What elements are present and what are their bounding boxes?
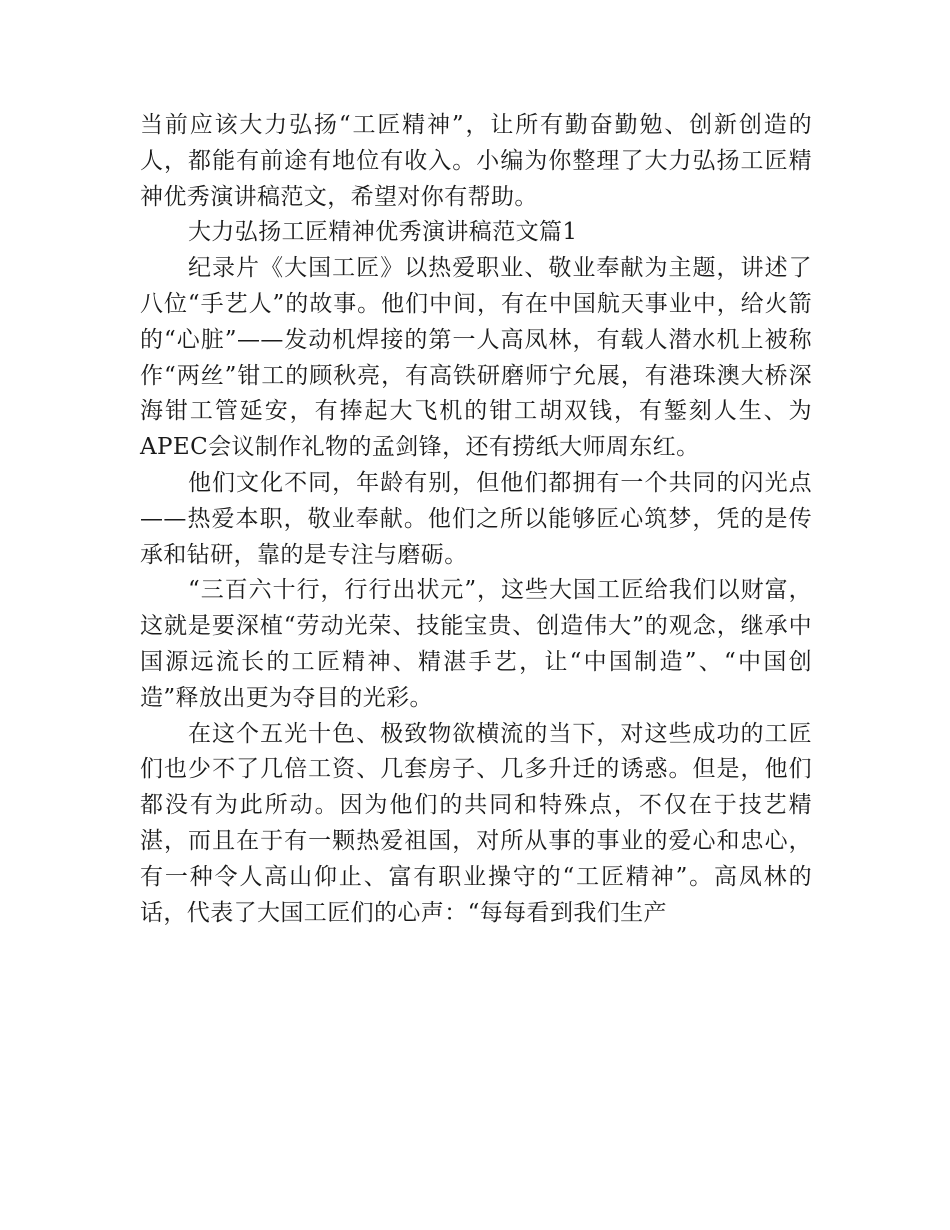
section-title: 大力弘扬工匠精神优秀演讲稿范文篇1 [188,219,578,246]
body-paragraph-4: 在这个五光十色、极致物欲横流的当下，对这些成功的工匠们也少不了几倍工资、几套房子、几多升迁的诱惑。但是，他们都没有为此所动。因为他们的共同和特殊点，不仅在于技艺精湛，而且在于有一颗热爱祖国，对所从事的事业的爱心和忠心，有一种令人高山仰止、富有职业操守的“工匠精神”。高凤林的话，代表了大国工匠们的心声：“每每看到我们生产 [140,720,812,926]
intro-paragraph: 当前应该大力弘扬“工匠精神”，让所有勤奋勤勉、创新创造的人，都能有前途有地位有收入。小编为你整理了大力弘扬工匠精神优秀演讲稿范文，希望对你有帮助。 [140,112,812,210]
body-paragraph-2: 他们文化不同，年龄有别，但他们都拥有一个共同的闪光点——热爱本职，敬业奉献。他们之所以能够匠心筑梦，凭的是传承和钻研，靠的是专注与磨砺。 [140,469,812,568]
document-page [140,108,812,931]
body-paragraph-3: “三百六十行，行行出状元”，这些大国工匠给我们以财富，这就是要深植“劳动光荣、技能宝贵、创造伟大”的观念，继承中国源远流长的工匠精神、精湛手艺，让“中国制造”、“中国创造”释放出更为夺目的光彩。 [140,577,812,711]
body-paragraph-1: 纪录片《大国工匠》以热爱职业、敬业奉献为主题，讲述了八位“手艺人”的故事。他们中间，有在中国航天事业中，给火箭的“心脏”——发动机焊接的第一人高凤林，有载人潜水机上被称作“两丝”钳工的顾秋亮，有高铁研磨师宁允展，有港珠澳大桥深海钳工管延安，有捧起大飞机的钳工胡双钱，有錾刻人生、为 APEC会议制作礼物的孟剑锋，还有捞纸大师周东红。 [140,255,812,461]
